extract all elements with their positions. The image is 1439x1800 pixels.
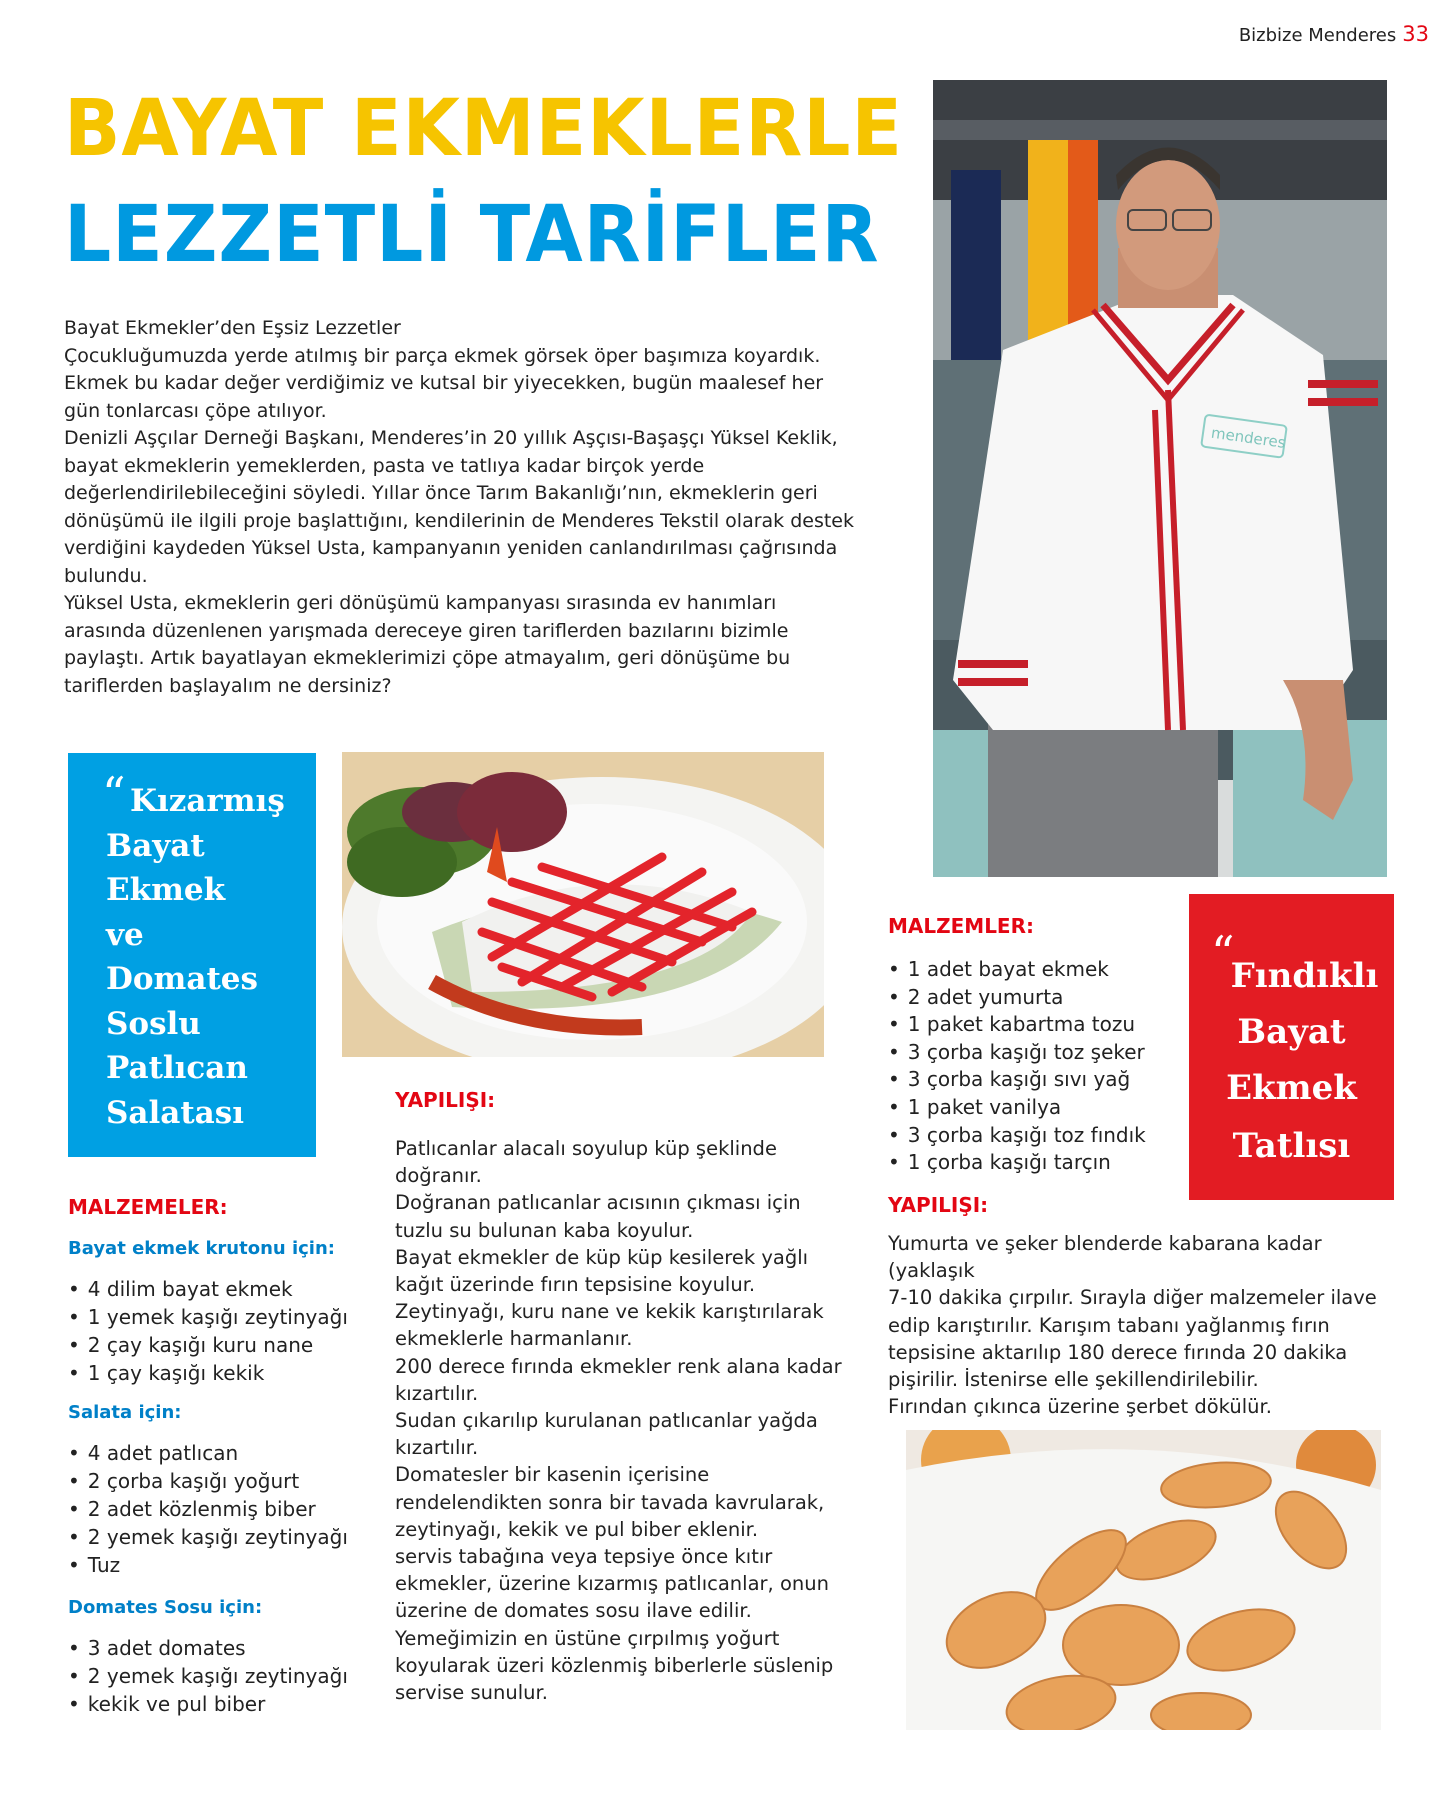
recipe2-ingredients-label: MALZEMLER:: [888, 914, 1034, 938]
list-item: • 2 çorba kaşığı yoğurt: [68, 1467, 348, 1495]
dessert-photo: [906, 1430, 1381, 1730]
headline-line-1: BAYAT EKMEKLERLE: [64, 84, 903, 174]
recipe1-title-line: Bayat: [106, 827, 205, 864]
list-item: • 4 adet patlıcan: [68, 1439, 348, 1467]
list-item: • 3 adet domates: [68, 1634, 348, 1662]
recipe1-group-label: Bayat ekmek krutonu için:: [68, 1238, 335, 1259]
method-step: Yumurta ve şeker blenderde kabarana kadar (yaklaşık: [888, 1232, 1322, 1283]
recipe2-title-line: Bayat: [1237, 1012, 1346, 1052]
list-item: • 3 çorba kaşığı sıvı yağ: [888, 1066, 1146, 1094]
recipe2-method: [888, 1230, 1383, 1420]
recipe1-title-line: Kızarmış: [130, 783, 285, 819]
list-item: • 1 adet bayat ekmek: [888, 956, 1146, 984]
list-item: • 2 adet yumurta: [888, 984, 1146, 1012]
intro-paragraph: Yüksel Usta, ekmeklerin geri dönüşümü kampanyası sırasında ev hanımları arasında düzenlenen yarışmada dereceye giren tariflerden bazılarını bizimle paylaştı. Artık bayatlayan ekmeklerimizi çöpe atmayalım, geri dönüşüme bu tariflerden başlayalım ne dersiniz?: [64, 592, 791, 697]
recipe1-method: [395, 1135, 850, 1706]
recipe2-title-box: [1189, 894, 1394, 1200]
list-item: • 2 adet közlenmiş biber: [68, 1495, 348, 1523]
recipe1-title-line: Soslu: [106, 1005, 201, 1042]
chef-photo-illustration: [933, 80, 1387, 877]
recipe1-group-label: Salata için:: [68, 1402, 182, 1423]
intro-paragraph: Çocukluğumuzda yerde atılmış bir parça ekmek görsek öper başımıza koyardık. Ekmek bu kadar değer verdiğimiz ve kutsal bir yiyecekken, bugün maalesef her gün tonlarcası çöpe atılıyor.: [64, 344, 824, 422]
recipe1-title-line: ve: [106, 916, 144, 953]
list-item: • 1 paket vanilya: [888, 1094, 1146, 1122]
list-item: • 2 yemek kaşığı zeytinyağı: [68, 1523, 348, 1551]
recipe1-group-list: [68, 1275, 348, 1387]
recipe1-title-box: [68, 753, 316, 1157]
recipe1-title-line: Salatası: [106, 1094, 244, 1131]
quote-mark: “: [102, 767, 126, 821]
chef-photo: [933, 80, 1387, 877]
list-item: • 2 yemek kaşığı zeytinyağı: [68, 1662, 348, 1690]
intro-text: [64, 315, 864, 700]
list-item: • Tuz: [68, 1551, 348, 1579]
method-step: Domatesler bir kasenin içerisine rendelendikten sonra bir tavada kavrularak, zeytinyağı, kekik ve pul biber eklenir.: [395, 1463, 825, 1541]
recipe1-group-list: [68, 1439, 348, 1579]
intro-paragraph: Bayat Ekmekler’den Eşsiz Lezzetler: [64, 317, 401, 339]
recipe2-title-line: Ekmek: [1226, 1068, 1357, 1108]
method-step: Fırından çıkınca üzerine şerbet dökülür.: [888, 1395, 1272, 1419]
recipe1-title-line: Patlıcan: [106, 1050, 248, 1086]
intro-paragraph: Denizli Aşçılar Derneği Başkanı, Menderes’in 20 yıllık Aşçısı-Başaşçı Yüksel Keklik, bayat ekmeklerin yemeklerden, pasta ve tatlıya kadar birçok yerde değerlendirilebileceğini söyledi. Yıllar önce Tarım Bakanlığı’nın, ekmeklerin geri dönüşümü ile ilgili proje başlattığını, kendilerinin de Menderes Tekstil olarak destek verdiğini kaydeden Yüksel Usta, kampanyanın yeniden canlandırılması çağrısında bulundu.: [64, 427, 855, 587]
jacket-logo-text: menderes: [1209, 423, 1287, 452]
recipe2-ingredient-list: [888, 956, 1146, 1177]
recipe1-group-label: Domates Sosu için:: [68, 1597, 263, 1618]
method-step: Zeytinyağı, kuru nane ve kekik karıştırılarak ekmeklerle harmanlanır.: [395, 1300, 824, 1351]
recipe2-title-line: Fındıklı: [1230, 956, 1379, 996]
method-step: 200 derece fırında ekmekler renk alana kadar kızartılır.: [395, 1354, 842, 1405]
method-step: Yemeğimizin en üstüne çırpılmış yoğurt koyularak üzeri közlenmiş biberlerle süslenip servise sunulur.: [395, 1626, 834, 1705]
recipe1-title-line: Ekmek: [106, 872, 226, 908]
list-item: • 1 paket kabartma tozu: [888, 1011, 1146, 1039]
headline-line-2: LEZZETLİ TARİFLER: [64, 190, 880, 280]
recipe1-ingredients-label: MALZEMELER:: [68, 1195, 228, 1219]
recipe2-method-label: YAPILIŞI:: [888, 1193, 989, 1217]
list-item: • 1 çorba kaşığı tarçın: [888, 1149, 1146, 1177]
list-item: • kekik ve pul biber: [68, 1690, 348, 1718]
method-step: Bayat ekmekler de küp küp kesilerek yağlı kağıt üzerinde fırın tepsisine koyulur.: [395, 1245, 809, 1297]
list-item: • 3 çorba kaşığı toz şeker: [888, 1039, 1146, 1067]
page-header: [1239, 22, 1429, 46]
dessert-photo-illustration: [906, 1430, 1381, 1730]
recipe1-title-line: Domates: [106, 961, 258, 997]
method-step: Patlıcanlar alacalı soyulup küp şeklinde doğranır.: [395, 1137, 777, 1188]
page-number: 33: [1402, 22, 1429, 46]
list-item: • 3 çorba kaşığı toz fındık: [888, 1122, 1146, 1150]
list-item: • 1 yemek kaşığı zeytinyağı: [68, 1303, 348, 1331]
salad-photo: [342, 752, 824, 1057]
recipe1-method-label: YAPILIŞI:: [395, 1088, 496, 1112]
method-step: Doğranan patlıcanlar acısının çıkması için tuzlu su bulunan kaba koyulur.: [395, 1191, 801, 1242]
recipe2-title-line: Tatlısı: [1232, 1126, 1351, 1166]
list-item: • 2 çay kaşığı kuru nane: [68, 1331, 348, 1359]
method-step: Sudan çıkarılıp kurulanan patlıcanlar yağda kızartılır.: [395, 1409, 818, 1460]
method-step: servis tabağına veya tepsiye önce kıtır ekmekler, üzerine kızarmış patlıcanlar, onun üzerine de domates sosu ilave edilir.: [395, 1545, 829, 1623]
salad-photo-illustration: [342, 752, 824, 1057]
recipe1-group-list: [68, 1634, 348, 1718]
list-item: • 4 dilim bayat ekmek: [68, 1275, 348, 1303]
list-item: • 1 çay kaşığı kekik: [68, 1359, 348, 1387]
quote-mark: “: [1211, 926, 1235, 980]
magazine-name: Bizbize Menderes: [1238, 25, 1397, 46]
method-step: 7-10 dakika çırpılır. Sırayla diğer malzemeler ilave edip karıştırılır. Karışım tabanı yağlanmış fırın tepsisine aktarılıp 180 derece fırında 20 dakika pişirilir. İstenirse elle şekillendirilebilir.: [888, 1286, 1377, 1392]
